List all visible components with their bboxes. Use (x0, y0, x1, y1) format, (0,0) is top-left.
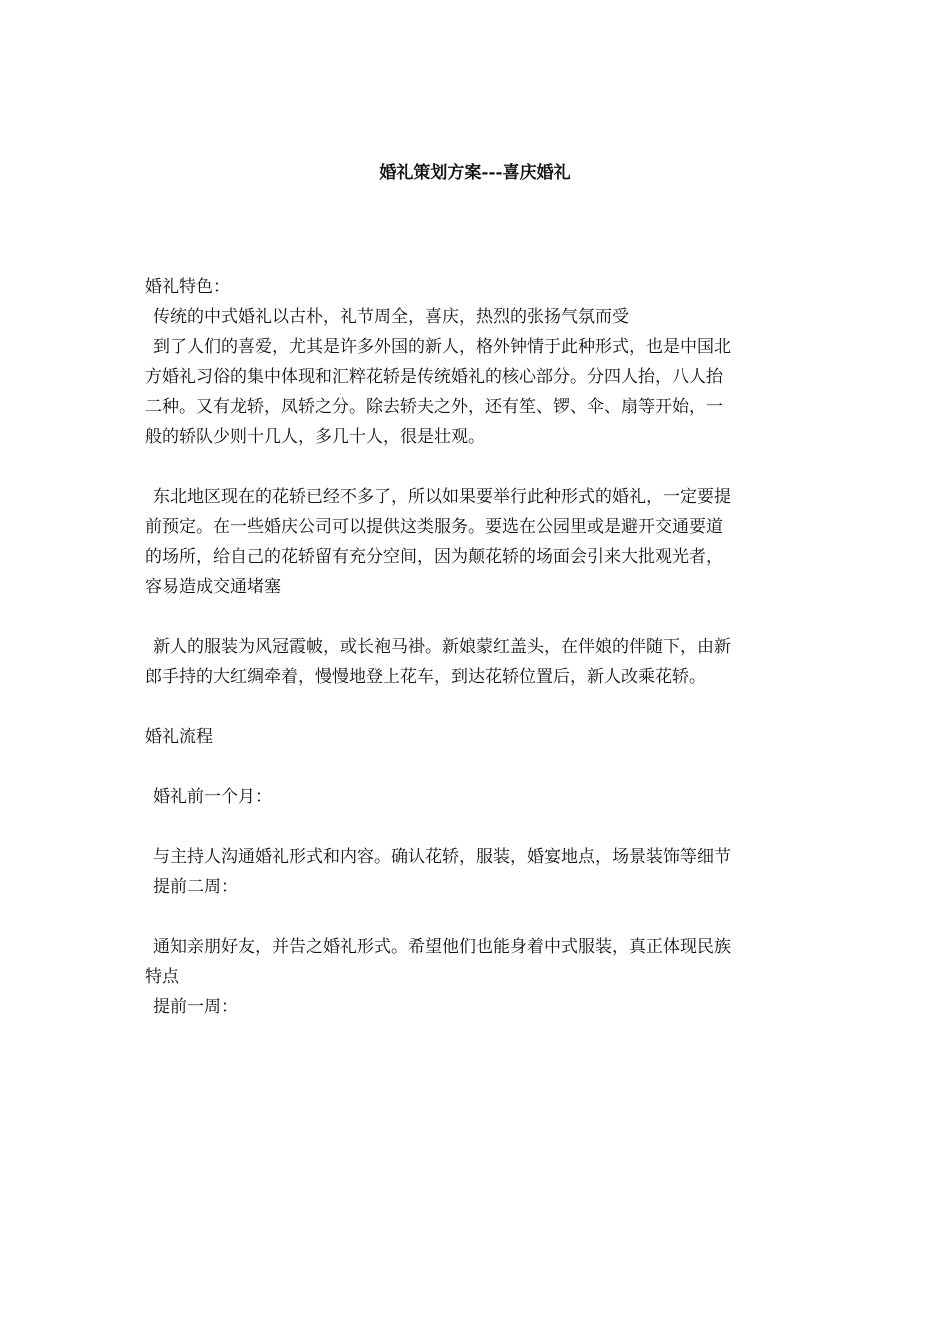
paragraph-spacer (145, 902, 807, 932)
paragraph-line: 到了人们的喜爱，尤其是许多外国的新人，格外钟情于此种形式，也是中国北 (153, 337, 731, 357)
section-heading-features: 婚礼特色： (145, 277, 230, 297)
paragraph-spacer (145, 812, 807, 842)
paragraph-line: 二种。又有龙轿，凤轿之分。除去轿夫之外，还有笙、锣、伞、扇等开始，一 (145, 397, 723, 417)
schedule-heading-one-week: 提前一周： (153, 997, 238, 1017)
paragraph-line: 传统的中式婚礼以古朴，礼节周全，喜庆，热烈的张扬气氛而受 (153, 307, 629, 327)
paragraph-line: 般的轿队少则十几人，多几十人，很是壮观。 (145, 427, 485, 447)
paragraph-spacer (145, 752, 807, 782)
paragraph-line: 与主持人沟通婚礼形式和内容。确认花轿，服装，婚宴地点，场景装饰等细节 (153, 847, 731, 867)
paragraph-line: 新人的服装为风冠霞帔，或长袍马褂。新娘蒙红盖头，在伴娘的伴随下，由新 (153, 637, 731, 657)
paragraph-line: 容易造成交通堵塞 (145, 577, 281, 597)
paragraph-line: 特点 (145, 967, 179, 987)
paragraph-line: 方婚礼习俗的集中体现和汇粹花轿是传统婚礼的核心部分。分四人抬，八人抬 (145, 367, 723, 387)
document-body (145, 272, 807, 1022)
paragraph-line: 的场所，给自己的花轿留有充分空间，因为颠花轿的场面会引来大批观光者， (145, 547, 723, 567)
paragraph-line: 通知亲朋好友，并告之婚礼形式。希望他们也能身着中式服装，真正体现民族 (153, 937, 731, 957)
paragraph-spacer (145, 452, 807, 482)
paragraph-spacer (145, 602, 807, 632)
section-heading-process: 婚礼流程 (145, 727, 213, 747)
paragraph-line: 前预定。在一些婚庆公司可以提供这类服务。要选在公园里或是避开交通要道 (145, 517, 723, 537)
schedule-heading-two-weeks: 提前二周： (153, 877, 238, 897)
schedule-heading-one-month: 婚礼前一个月： (153, 787, 272, 807)
document-title: 婚礼策划方案---喜庆婚礼 (379, 163, 571, 183)
paragraph-spacer (145, 692, 807, 722)
paragraph-line: 郎手持的大红绸牵着，慢慢地登上花车，到达花轿位置后，新人改乘花轿。 (145, 667, 706, 687)
paragraph-line: 东北地区现在的花轿已经不多了，所以如果要举行此种形式的婚礼，一定要提 (153, 487, 731, 507)
